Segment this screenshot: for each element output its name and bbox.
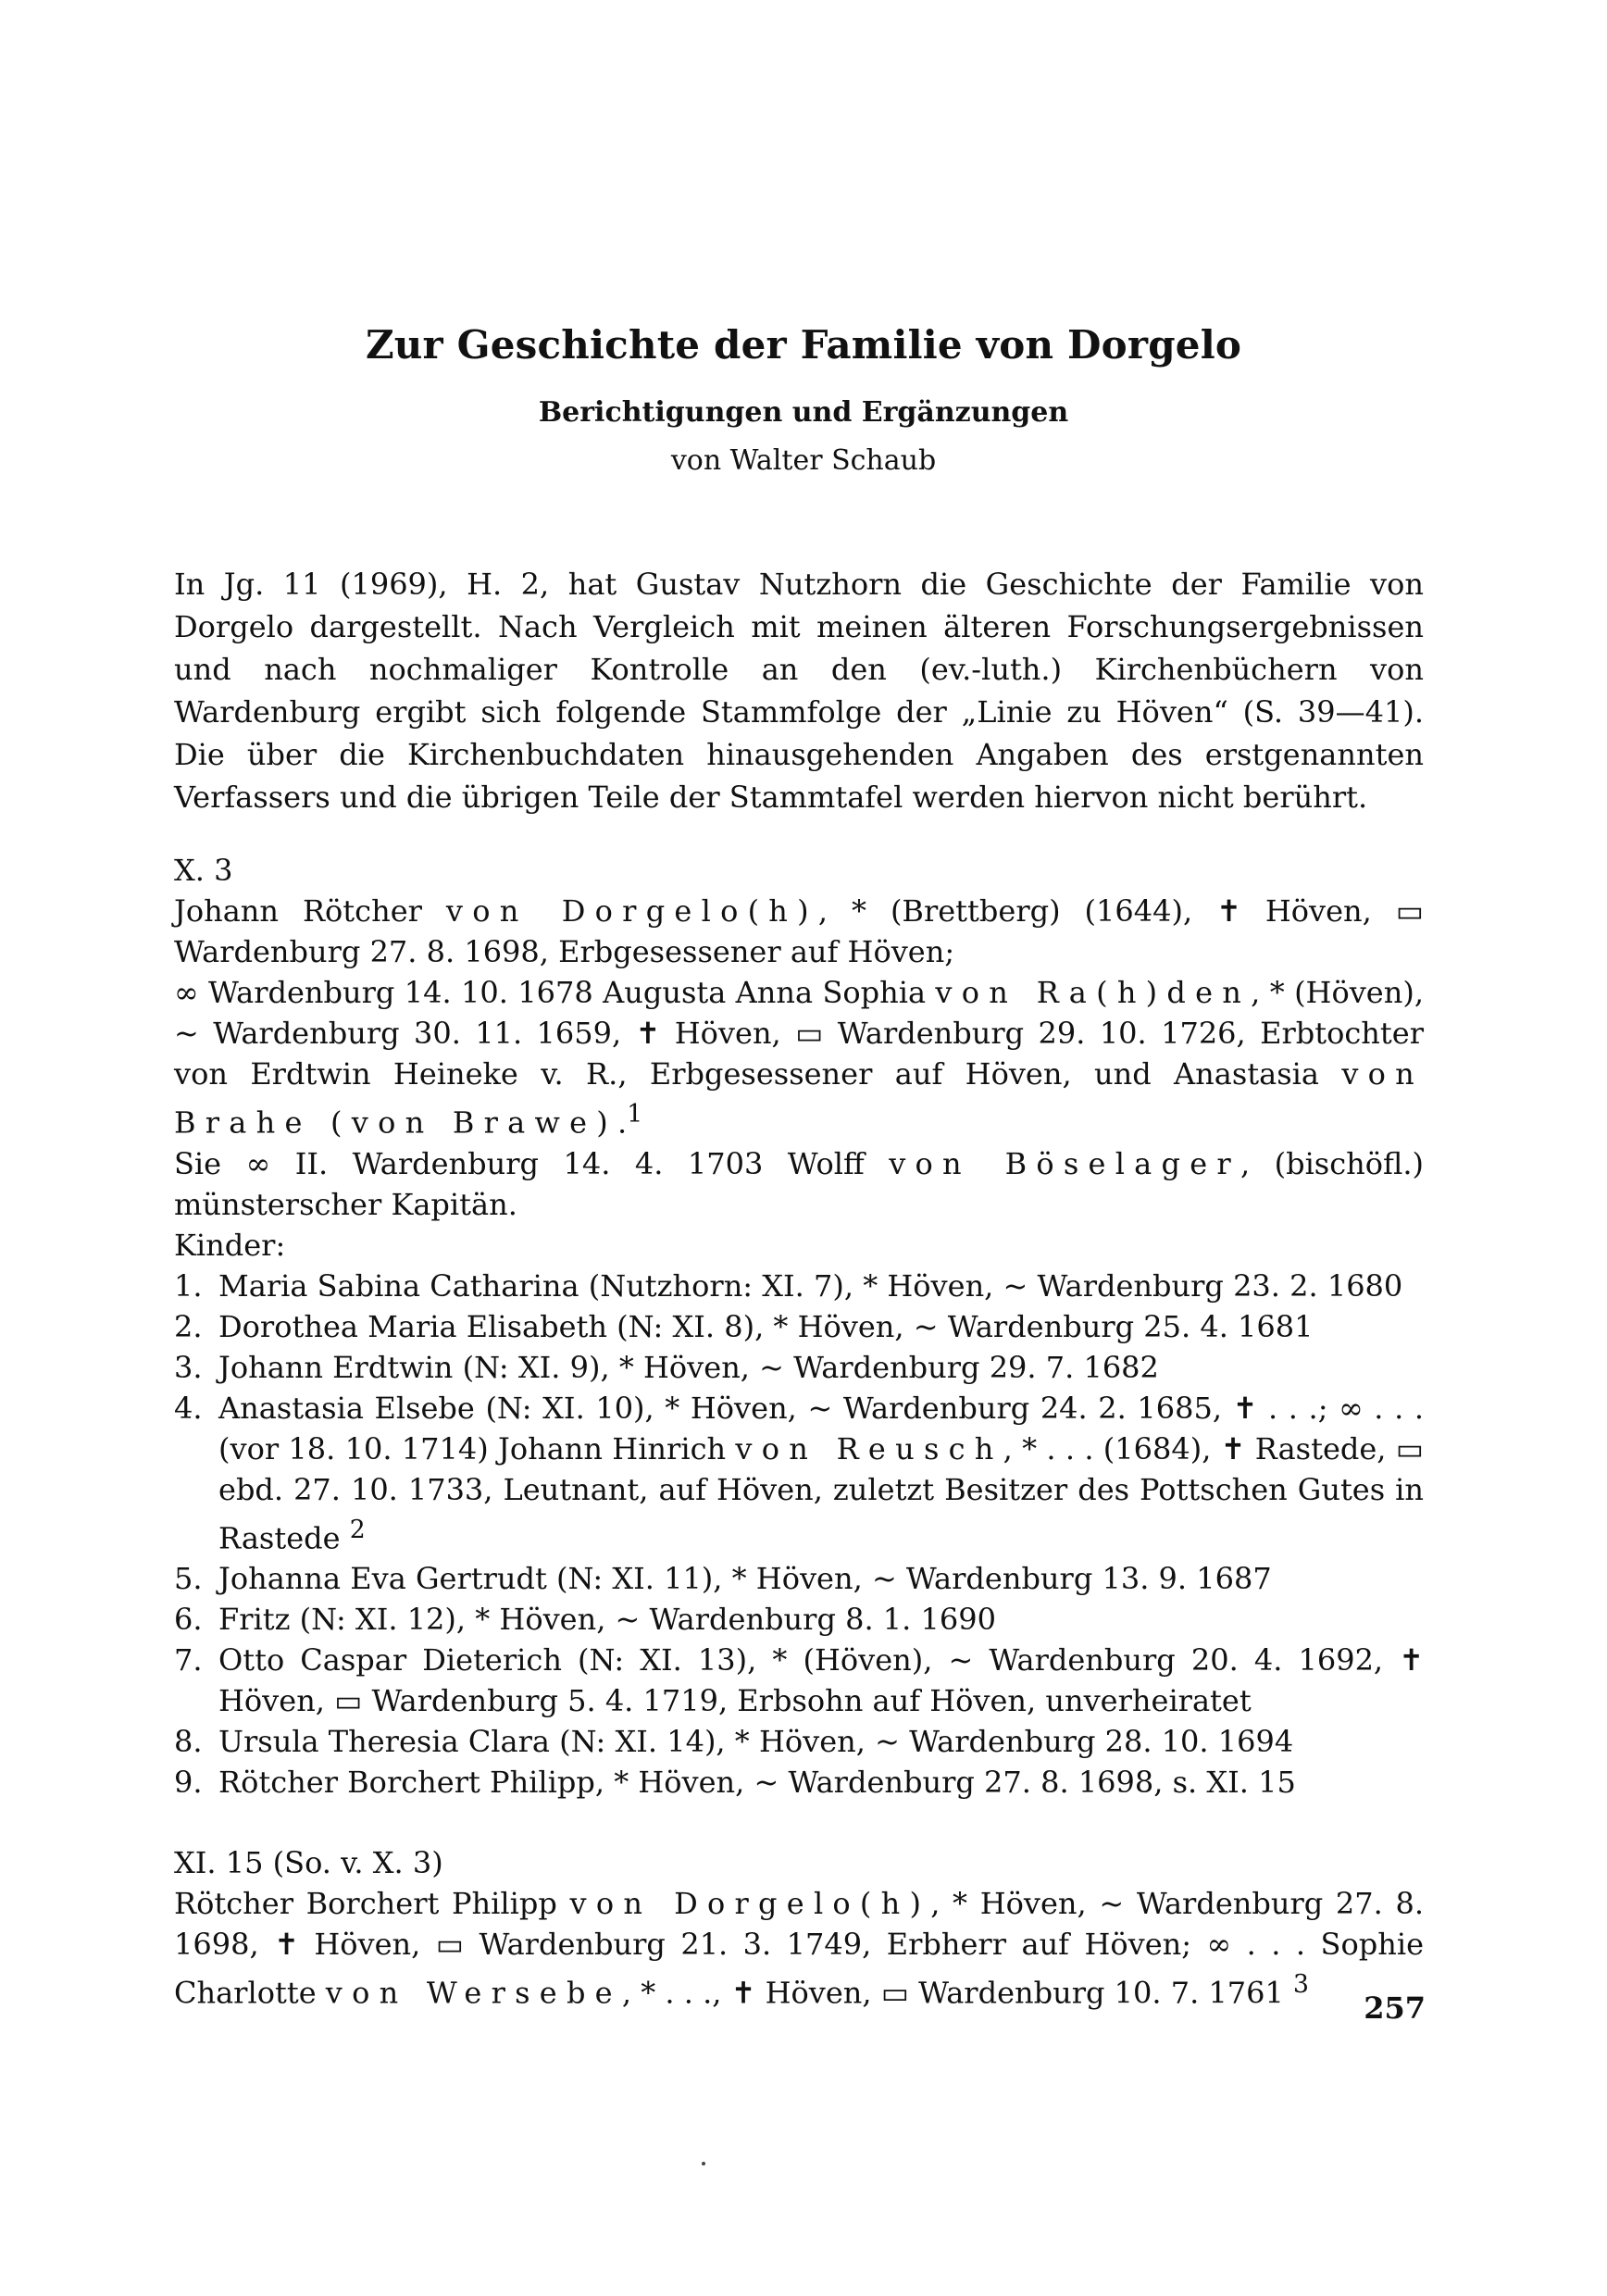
list-item: 7. Otto Caspar Dieterich (N: XI. 13), * (Höven), ~ Wardenburg 20. 4. 1692, ✝ Höven, ▭ Wardenburg 5. 4. 1719, Erbsohn auf Höven, unverheiratet bbox=[174, 1642, 1424, 1719]
list-item: 9. Rötcher Borchert Philipp, * Höven, ~ Wardenburg 27. 8. 1698, s. XI. 15 bbox=[174, 1765, 1296, 1801]
list-item: 2. Dorothea Maria Elisabeth (N: XI. 8), * Höven, ~ Wardenburg 25. 4. 1681 bbox=[174, 1308, 1314, 1344]
footnote-ref: 1 bbox=[627, 1100, 643, 1129]
list-item: 3. Johann Erdtwin (N: XI. 9), * Höven, ~ Wardenburg 29. 7. 1682 bbox=[174, 1349, 1159, 1385]
children-list bbox=[174, 1266, 1424, 1803]
list-item: 4. Anastasia Elsebe (N: XI. 10), * Höven, ~ Wardenburg 24. 2. 1685, ✝ . . .; ∞ . . . (vor 18. 10. 1714) Johann Hinrich von Reusch, * . . . (1684), ✝ Rastede, ▭ ebd. 27. 10. 1733, Leutnant, auf Höven, zuletzt Besitzer des Pottschen Gutes in Rastede $^2$ bbox=[174, 1390, 1425, 1556]
person-name: von Dorgelo(h) bbox=[445, 893, 818, 929]
page-number: 257 bbox=[1364, 1990, 1426, 2026]
spouse-name: von Wersebe bbox=[325, 1975, 622, 2011]
second-name: von Böselager bbox=[889, 1145, 1240, 1181]
list-item: 5. Johanna Eva Gertrudt (N: XI. 11), * Höven, ~ Wardenburg 13. 9. 1687 bbox=[174, 1561, 1272, 1597]
marriage-rest: , * (Höven), ~ Wardenburg 30. 11. 1659, ✝ Höven, ▭ Wardenburg 29. 10. 1726, Erbtochter von Erdtwin Heineke v. R., Erbgesessener auf Höven, und Anastasia bbox=[174, 975, 1425, 1092]
scan-speck bbox=[702, 2162, 705, 2165]
intro-paragraph: In Jg. 11 (1969), H. 2, hat Gustav Nutzhorn die Geschichte der Familie von Dorgelo dargestellt. Nach Vergleich mit meinen älteren Forschungsergebnissen und nach nochmaliger Kontrolle an den (ev.-luth.) Kirchenbüchern von Wardenburg ergibt sich folgende Stammfolge der „Linie zu Höven“ (S. 39—41). Die über die Kirchenbuchdaten hinausgehenden Angaben des erstgenannten Verfassers und die übrigen Teile der Stammtafel werden hiervon nicht berührt. bbox=[174, 567, 1424, 815]
person-prefix: Johann Rötcher bbox=[174, 893, 446, 929]
article-title: Zur Geschichte der Familie von Dorgelo bbox=[365, 322, 1242, 368]
section-xi15 bbox=[174, 1842, 1424, 2014]
second-prefix: Sie ∞ II. Wardenburg 14. 4. 1703 Wolff bbox=[174, 1145, 890, 1181]
mother-name: von Brahe (von Brawe) bbox=[174, 1056, 1424, 1141]
marriage-prefix: ∞ Wardenburg 14. 10. 1678 Augusta Anna Sophia bbox=[174, 975, 936, 1010]
section-x3-person bbox=[174, 891, 1424, 972]
section-x3-second-marriage bbox=[174, 1143, 1424, 1225]
list-item: 6. Fritz (N: XI. 12), * Höven, ~ Wardenburg 8. 1. 1690 bbox=[174, 1602, 996, 1638]
list-item: 8. Ursula Theresia Clara (N: XI. 14), * Höven, ~ Wardenburg 28. 10. 1694 bbox=[174, 1724, 1294, 1760]
list-item: 1. Maria Sabina Catharina (Nutzhorn: XI. 7), * Höven, ~ Wardenburg 23. 2. 1680 bbox=[174, 1267, 1403, 1304]
person-rest: , * (Brettberg) (1644), ✝ Höven, ▭ Wardenburg 27. 8. 1698, Erbgesessener auf Höven; bbox=[174, 893, 1424, 969]
spouse-name: von Ra(h)den bbox=[935, 975, 1252, 1010]
section-x3 bbox=[174, 850, 1424, 1803]
footnote-ref: 2 bbox=[349, 1515, 366, 1544]
second-rest: , (bischöfl.) münsterscher Kapitän. bbox=[174, 1145, 1425, 1222]
section-x3-marriage: ∞ Wardenburg 14. 10. 1678 Augusta Anna Sophia von Ra(h)den, * (Höven), ~ Wardenburg 30. 11. 1659, ✝ Höven, ▭ Wardenburg 29. 10. 1726, Erbtochter von Erdtwin Heineke v. R., Erbgesessener auf Höven, und Anastasia von Brahe (von Brawe).$^1$ bbox=[174, 975, 1425, 1141]
footnote-ref: 3 bbox=[1293, 1970, 1310, 1999]
person-name: von Dorgelo(h) bbox=[569, 1886, 931, 1921]
article-subtitle: Berichtigungen und Ergänzungen bbox=[538, 396, 1069, 429]
section-xi15-entry: Rötcher Borchert Philipp von Dorgelo(h), * Höven, ~ Wardenburg 27. 8. 1698, ✝ Höven, ▭ Wardenburg 21. 3. 1749, Erbherr auf Höven; ∞ . . . Sophie Charlotte von Wersebe, * . . ., ✝ Höven, ▭ Wardenburg 10. 7. 1761 $^3$ bbox=[174, 1886, 1424, 2011]
article-author: von Walter Schaub bbox=[670, 444, 937, 477]
section-x3-heading: X. 3 bbox=[174, 853, 233, 888]
children-label: Kinder: bbox=[174, 1227, 286, 1263]
section-xi15-heading: XI. 15 (So. v. X. 3) bbox=[174, 1845, 443, 1880]
